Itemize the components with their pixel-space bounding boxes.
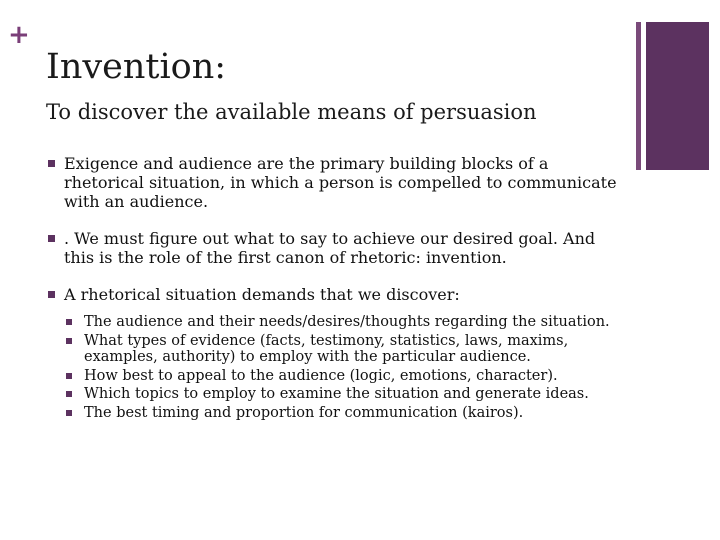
bullet-text: Exigence and audience are the primary building blocks of a rhetorical situation, in which a person is compelled to communicate with an audience. [64,154,617,211]
decorative-bar-thick [646,22,709,170]
sub-bullet-text: The audience and their needs/desires/thoughts regarding the situation. [84,314,610,330]
sub-bullet-list [64,314,624,421]
sub-bullet-text: How best to appeal to the audience (logic, emotions, character). [84,367,558,384]
plus-marker-icon: + [8,20,30,50]
bullet-item [46,154,626,211]
decorative-bar-thin [636,22,641,170]
sub-bullet-item [64,386,624,403]
sub-bullet-text: Which topics to employ to examine the situation and generate ideas. [84,386,589,402]
bullet-item [46,229,626,267]
bullet-list [46,154,626,439]
bullet-item [46,285,626,421]
sub-bullet-text: The best timing and proportion for communication (kairos). [84,404,524,421]
bullet-text: A rhetorical situation demands that we discover: [64,285,460,304]
sub-bullet-text: What types of evidence (facts, testimony, statistics, laws, maxims, examples, authority) to employ with the particular audience. [84,332,569,365]
bullet-text: . We must figure out what to say to achieve our desired goal. And this is the role of the first canon of rhetoric: invention. [64,229,596,267]
sub-bullet-item [64,405,624,422]
sub-bullet-item [64,368,624,385]
sub-bullet-item [64,333,624,366]
slide-title: Invention: [46,47,227,87]
slide-subtitle: To discover the available means of persuasion [46,100,537,124]
sub-bullet-item [64,314,624,331]
